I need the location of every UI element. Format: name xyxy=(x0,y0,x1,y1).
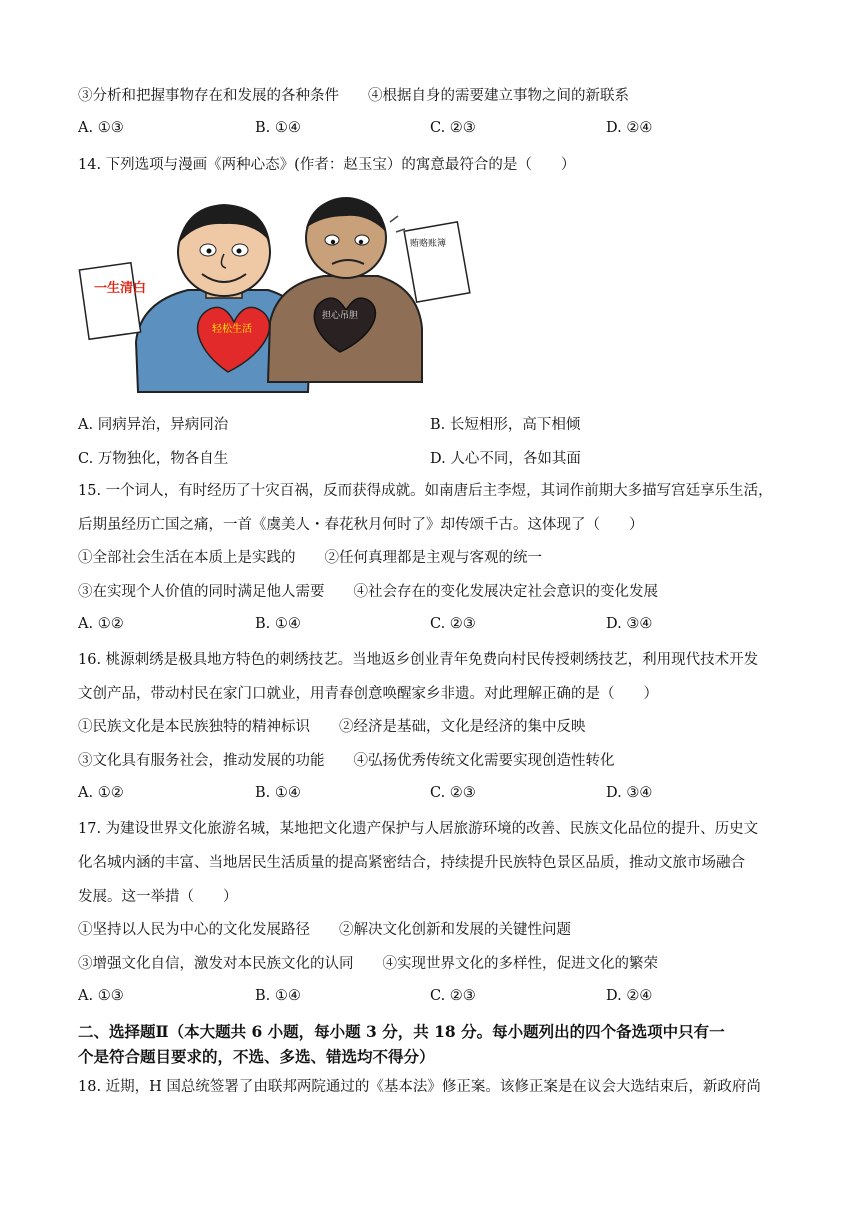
q17-stem-line1: 17. 为建设世界文化旅游名城，某地把文化遗产保护与人居旅游环境的改善、民族文化品位的提升、历史文 xyxy=(78,821,759,837)
q16-stem-line2: 文创产品，带动村民在家门口就业，用青春创意唤醒家乡非遗。对此理解正确的是（ ） xyxy=(78,686,658,702)
right-paper xyxy=(404,222,470,302)
option-c[interactable]: C. ②③ xyxy=(430,785,476,801)
q13-statements: ③分析和把握事物存在和发展的各种条件 ④根据自身的需要建立事物之间的新联系 xyxy=(78,88,629,104)
option-c[interactable]: C. ②③ xyxy=(430,120,476,136)
option-c[interactable]: C. 万物独化，物各自生 xyxy=(78,451,229,467)
section2-heading-line1: 二、选择题Ⅱ（本大题共 6 小题，每小题 3 分，共 18 分。每小题列出的四个备选项中只有一 xyxy=(78,1022,725,1041)
q16-stem-line1: 16. 桃源刺绣是极具地方特色的刺绣技艺。当地返乡创业青年免费向村民传授刺绣技艺，利用现代技术开发 xyxy=(78,652,759,668)
option-a[interactable]: A. ①② xyxy=(78,785,124,801)
left-paper-label: 一生清白 xyxy=(94,281,147,296)
option-b[interactable]: B. ①④ xyxy=(255,785,301,801)
q17-stem-line3: 发展。这一举措（ ） xyxy=(78,889,238,905)
q15-statements-2: ③在实现个人价值的同时满足他人需要 ④社会存在的变化发展决定社会意识的变化发展 xyxy=(78,584,658,600)
cartoon-two-mindsets xyxy=(78,192,478,400)
q14-options-row1 xyxy=(78,413,778,433)
q15-stem-line2: 后期虽经历亡国之痛，一首《虞美人・春花秋月何时了》却传颂千古。这体现了（ ） xyxy=(78,517,644,533)
section2-heading-line2: 个是符合题目要求的，不选、多选、错选均不得分） xyxy=(78,1047,435,1066)
q14-options-row2 xyxy=(78,447,778,467)
q17-statements-2: ③增强文化自信，激发对本民族文化的认同 ④实现世界文化的多样性，促进文化的繁荣 xyxy=(78,956,658,972)
q15-options xyxy=(78,616,778,636)
q15-stem-line1: 15. 一个词人，有时经历了十灾百祸，反而获得成就。如南唐后主李煜，其词作前期大多描写宫廷享乐生活， xyxy=(78,483,773,499)
q16-statements-1: ①民族文化是本民族独特的精神标识 ②经济是基础，文化是经济的集中反映 xyxy=(78,719,586,735)
option-a[interactable]: A. ①② xyxy=(78,616,124,632)
option-c[interactable]: C. ②③ xyxy=(430,616,476,632)
right-heart-label: 担心吊胆 xyxy=(322,311,359,321)
option-c[interactable]: C. ②③ xyxy=(430,988,476,1004)
q17-stem-line2: 化名城内涵的丰富、当地居民生活质量的提高紧密结合，持续提升民族特色景区品质，推动文旅市场融合 xyxy=(78,855,745,871)
q17-options xyxy=(78,988,778,1008)
option-a[interactable]: A. ①③ xyxy=(78,120,124,136)
q14-stem: 14. 下列选项与漫画《两种心态》(作者：赵玉宝）的寓意最符合的是（ ） xyxy=(78,157,576,173)
right-paper-label: 贿赂账簿 xyxy=(410,239,447,249)
option-d[interactable]: D. 人心不同，各如其面 xyxy=(430,451,581,467)
q16-options xyxy=(78,785,778,805)
worried-man xyxy=(268,198,422,382)
option-d[interactable]: D. ②④ xyxy=(606,120,653,136)
q16-statements-2: ③文化具有服务社会，推动发展的功能 ④弘扬优秀传统文化需要实现创造性转化 xyxy=(78,753,615,769)
q13-options xyxy=(78,120,778,140)
option-a[interactable]: A. 同病异治，异病同治 xyxy=(78,417,229,433)
option-a[interactable]: A. ①③ xyxy=(78,988,124,1004)
option-b[interactable]: B. ①④ xyxy=(255,616,301,632)
option-b[interactable]: B. 长短相形，高下相倾 xyxy=(430,417,581,433)
option-b[interactable]: B. ①④ xyxy=(255,988,301,1004)
option-d[interactable]: D. ③④ xyxy=(606,616,653,632)
q15-statements-1: ①全部社会生活在本质上是实践的 ②任何真理都是主观与客观的统一 xyxy=(78,550,542,566)
left-paper xyxy=(79,263,146,340)
option-d[interactable]: D. ③④ xyxy=(606,785,653,801)
q17-statements-1: ①坚持以人民为中心的文化发展路径 ②解决文化创新和发展的关键性问题 xyxy=(78,922,571,938)
left-heart-label: 轻松生活 xyxy=(212,324,252,335)
option-d[interactable]: D. ②④ xyxy=(606,988,653,1004)
q18-stem-line1: 18. 近期，H 国总统签署了由联邦两院通过的《基本法》修正案。该修正案是在议会大选结束后，新政府尚 xyxy=(78,1079,761,1095)
option-b[interactable]: B. ①④ xyxy=(255,120,301,136)
